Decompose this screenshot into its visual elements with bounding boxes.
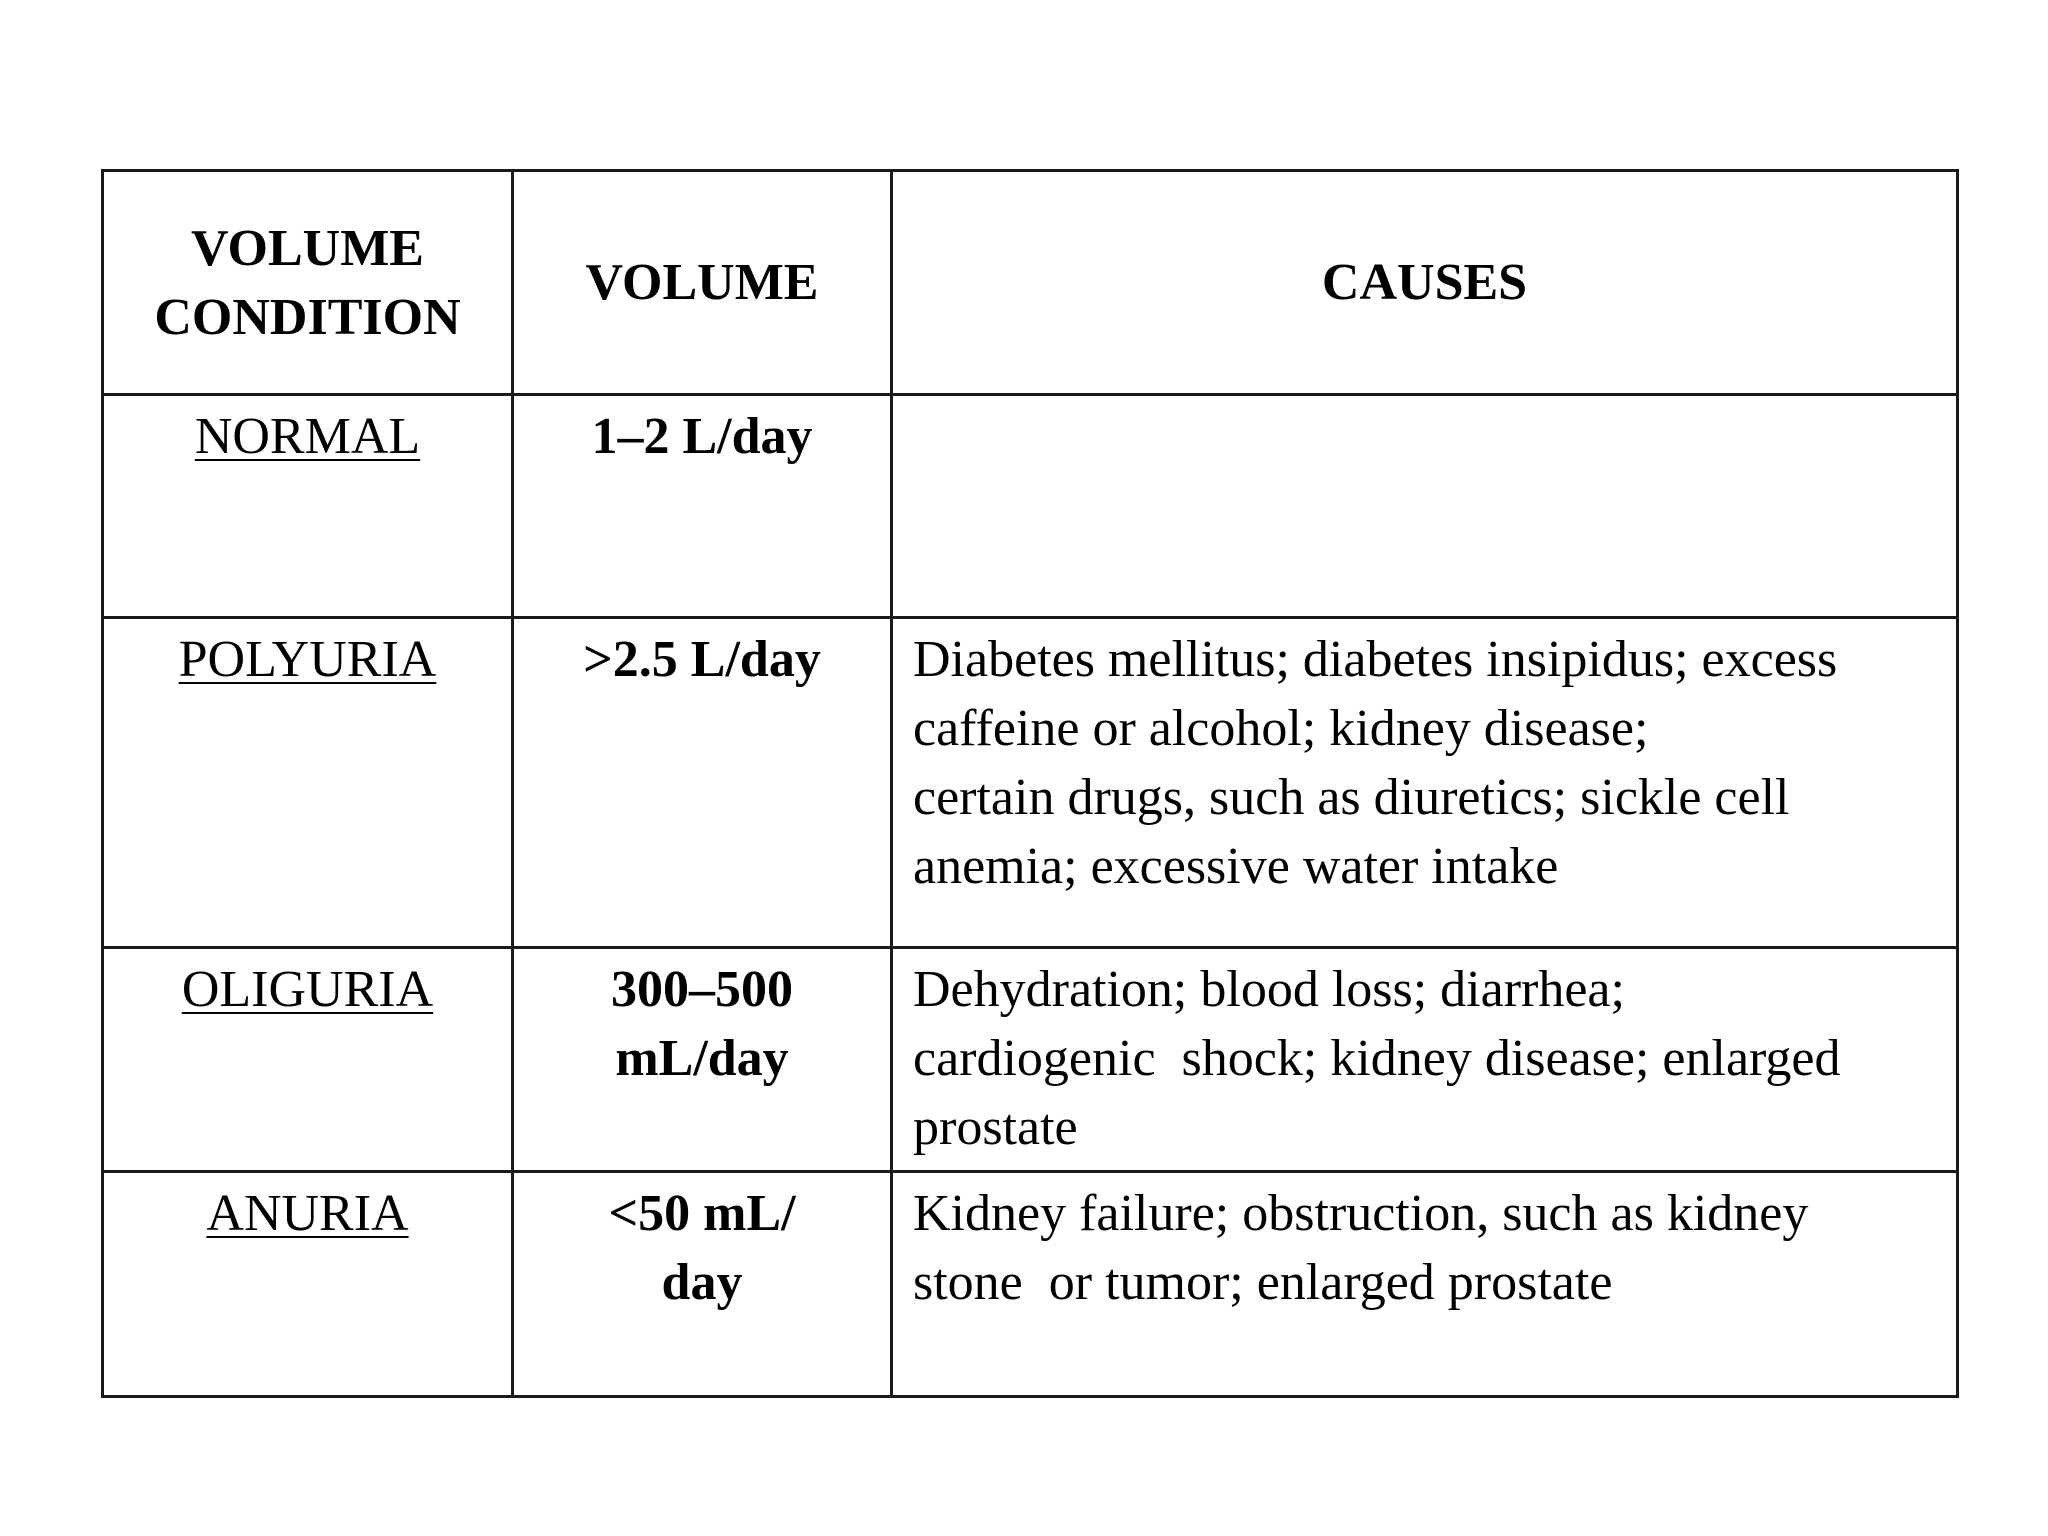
condition-cell [103,618,513,948]
causes-cell [892,948,1958,1172]
condition-anuria: ANURIA [206,1185,409,1242]
causes-polyuria-line-2: caffeine or alcohol; kidney disease; [913,700,1649,757]
volume-normal: 1–2 L/day [591,408,813,465]
condition-cell [103,948,513,1172]
table-row-oliguria [103,948,1958,1172]
causes-cell-empty [892,395,1958,618]
volume-anuria-line-2: day [661,1254,743,1311]
causes-oliguria-line-1: Dehydration; blood loss; diarrhea; [913,961,1625,1018]
header-causes: CAUSES [892,171,1958,395]
volume-oliguria-line-1: 300–500 [611,961,793,1018]
condition-normal: NORMAL [194,408,421,465]
table-row-normal [103,395,1958,618]
condition-oliguria: OLIGURIA [181,961,434,1018]
volume-cell [513,948,892,1172]
volume-cell [513,618,892,948]
condition-cell [103,1172,513,1397]
header-volume-condition [103,171,513,395]
header-volume-condition-line-2: CONDITION [154,288,461,346]
causes-polyuria-line-3: certain drugs, such as diuretics; sickle cell [913,769,1790,826]
causes-anuria-line-2: stone or tumor; enlarged prostate [913,1254,1613,1311]
header-volume: VOLUME [513,171,892,395]
volume-oliguria-line-2: mL/day [615,1030,789,1087]
volume-polyuria: >2.5 L/day [583,631,821,688]
causes-cell [892,1172,1958,1397]
volume-cell [513,1172,892,1397]
table-row-polyuria [103,618,1958,948]
causes-polyuria-line-4: anemia; excessive water intake [913,838,1559,895]
causes-cell [892,618,1958,948]
volume-cell [513,395,892,618]
header-volume-condition-line-1: VOLUME [191,219,424,277]
causes-oliguria-line-2: cardiogenic shock; kidney disease; enlarged [913,1030,1841,1087]
header-row [103,171,1958,395]
condition-polyuria: POLYURIA [178,631,437,688]
causes-polyuria-line-1: Diabetes mellitus; diabetes insipidus; excess [913,631,1838,688]
volume-anuria-line-1: <50 mL/ [608,1185,796,1242]
causes-anuria-line-1: Kidney failure; obstruction, such as kidney [913,1185,1809,1242]
causes-oliguria-line-3: prostate [913,1099,1078,1156]
urine-volume-table [101,169,1959,1398]
condition-cell [103,395,513,618]
table-row-anuria [103,1172,1958,1397]
